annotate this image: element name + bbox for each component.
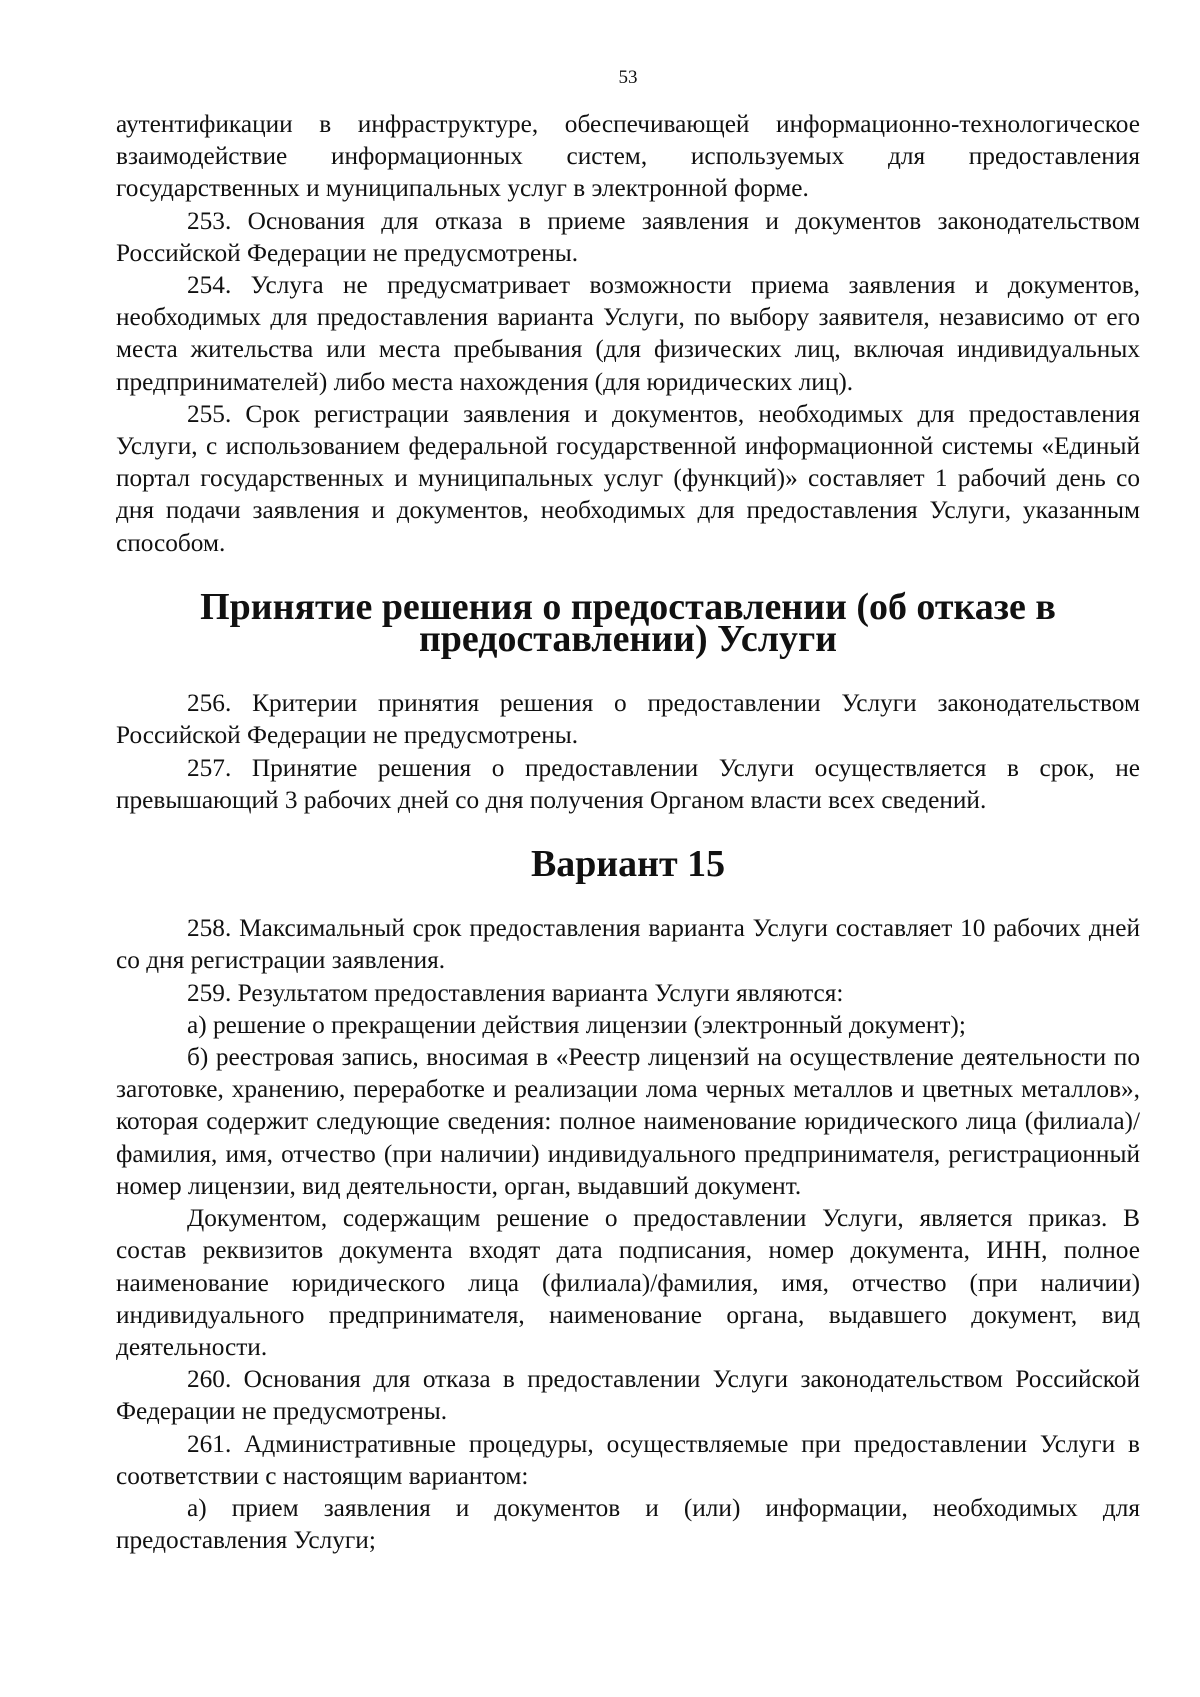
paragraph-continuation: аутентификации в инфраструктуре, обеспечивающей информационно-технологическое взаимодействие информационных систем, используемых для предоставления государственных и муниципальных услуг в электронной форме. xyxy=(116,110,1140,203)
paragraph-258: 258. Максимальный срок предоставления варианта Услуги составляет 10 рабочих дней со дня регистрации заявления. xyxy=(116,914,1140,975)
paragraph-256: 256. Критерии принятия решения о предоставлении Услуги законодательством Российской Федерации не предусмотрены. xyxy=(116,689,1140,750)
paragraph-261: 261. Административные процедуры, осуществляемые при предоставлении Услуги в соответствии с настоящим вариантом: xyxy=(116,1429,1140,1490)
section-heading-variant-15: Вариант 15 xyxy=(530,843,726,886)
list-item-a: а) решение о прекращении действия лицензии (электронный документ); xyxy=(187,1010,966,1039)
page-number: 53 xyxy=(618,67,638,88)
paragraph-257: 257. Принятие решения о предоставлении Услуги осуществляется в срок, не превышающий 3 рабочих дней со дня получения Органом власти всех сведений. xyxy=(116,753,1140,814)
list-item-a-procedure: а) прием заявления и документов и (или) информации, необходимых для предоставления Услуги; xyxy=(116,1493,1140,1555)
list-item-b: б) реестровая запись, вносимая в «Реестр лицензий на осуществление деятельности по заготовке, хранению, переработке и реализации лома черных металлов и цветных металлов», которая содержит следующие сведения: полное наименование юридического лица (филиала)/фамилия, имя, отчество (при наличии) индивидуального предпринимателя, регистрационный номер лицензии, вид деятельности, орган, выдавший документ. xyxy=(116,1043,1140,1200)
paragraph-254: 254. Услуга не предусматривает возможности приема заявления и документов, необходимых для предоставления варианта Услуги, по выбору заявителя, независимо от его места жительства или места пребывания (для физических лиц, включая индивидуальных предпринимателей) либо места нахождения (для юридических лиц). xyxy=(116,271,1140,396)
paragraph-253: 253. Основания для отказа в приеме заявления и документов законодательством Российской Федерации не предусмотрены. xyxy=(116,206,1140,267)
section-heading-decision: Принятие решения о предоставлении (об отказе в предоставлении) Услуги xyxy=(200,585,1056,661)
paragraph-255: 255. Срок регистрации заявления и документов, необходимых для предоставления Услуги, с использованием федеральной государственной информационной системы «Единый портал государственных и муниципальных услуг (функций)» составляет 1 рабочий день со дня подачи заявления и документов, необходимых для предоставления Услуги, указанным способом. xyxy=(116,399,1140,557)
paragraph-259: 259. Результатом предоставления варианта Услуги являются: xyxy=(187,978,844,1007)
paragraph-260: 260. Основания для отказа в предоставлении Услуги законодательством Российской Федерации не предусмотрены. xyxy=(116,1365,1140,1426)
paragraph-decision-document: Документом, содержащим решение о предоставлении Услуги, является приказ. В состав реквизитов документа входят дата подписания, номер документа, ИНН, полное наименование юридического лица (филиала)/фамилия, имя, отчество (при наличии) индивидуального предпринимателя, наименование органа, выдавшего документ, вид деятельности. xyxy=(116,1204,1140,1361)
